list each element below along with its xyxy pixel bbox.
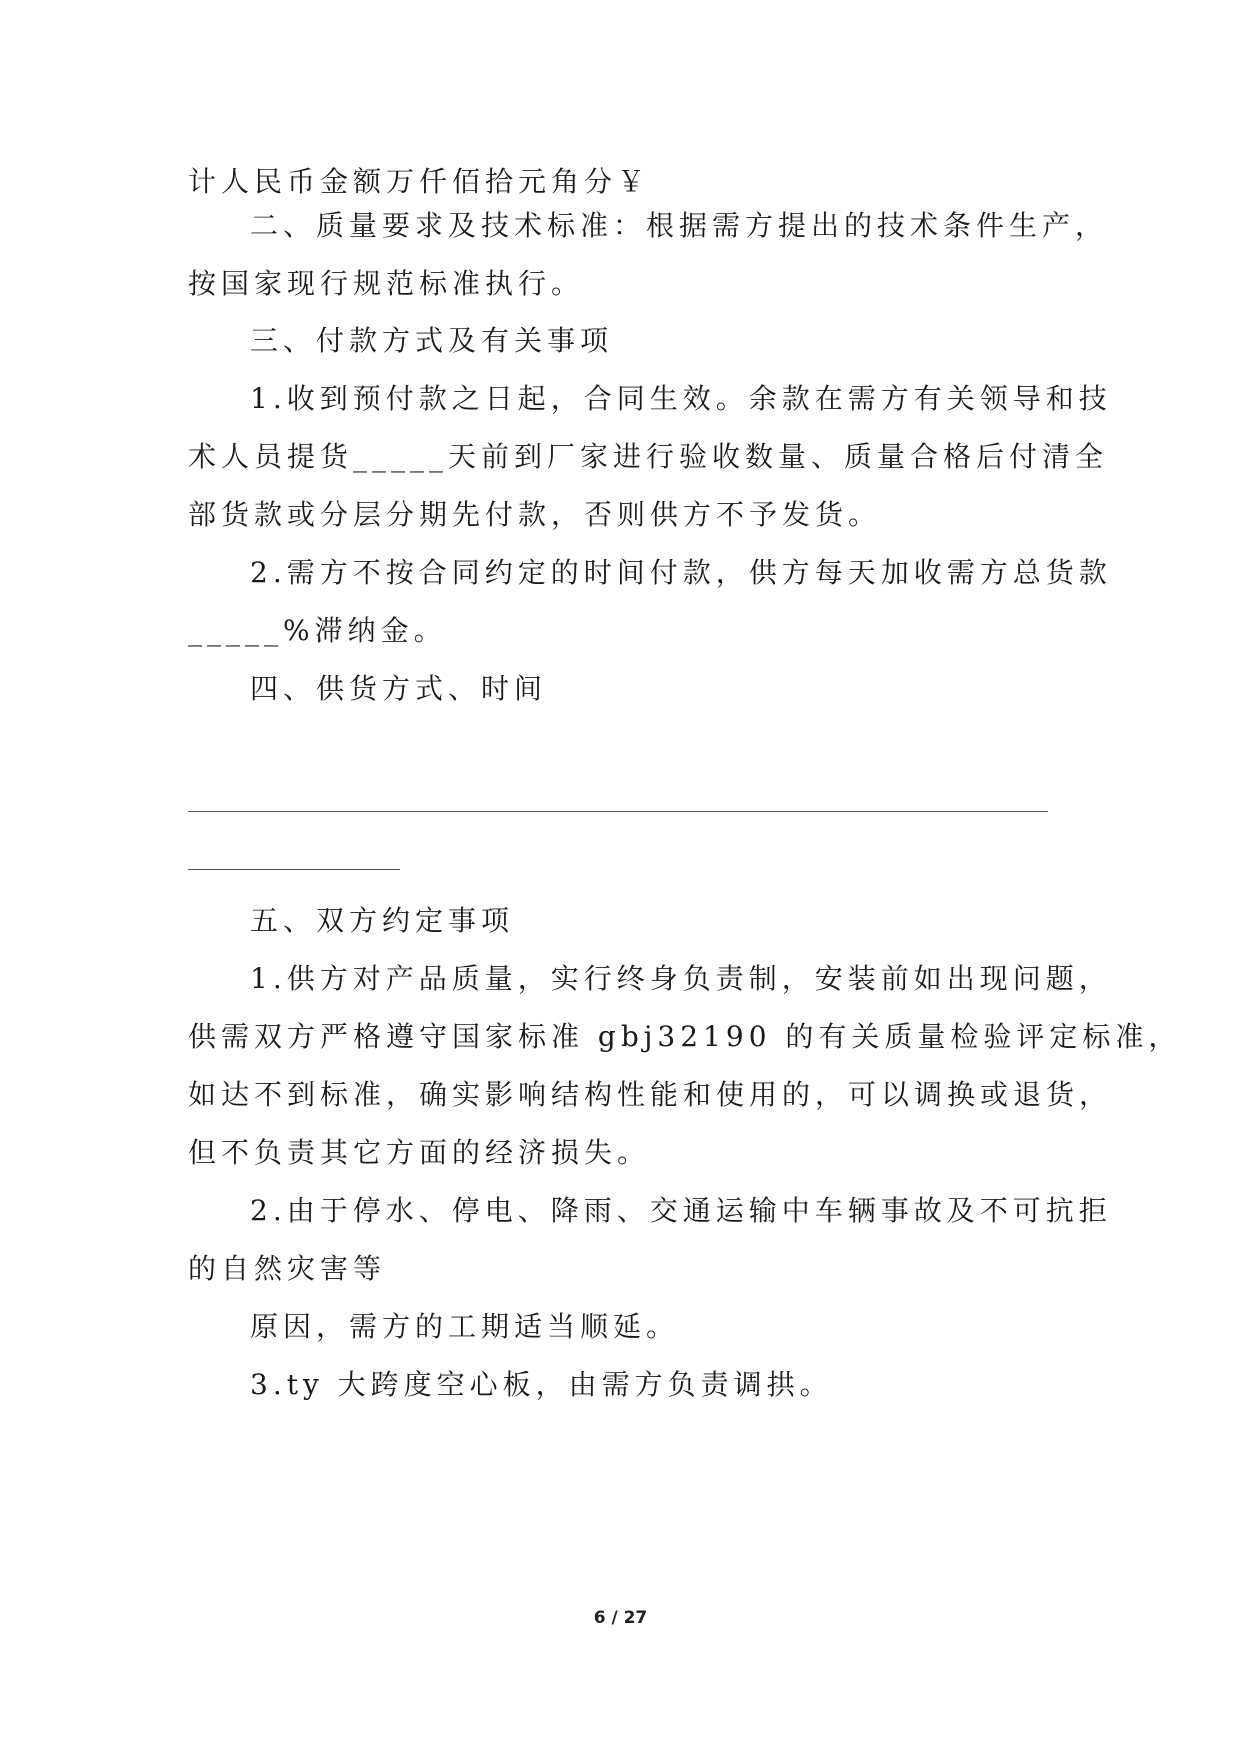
section-4-heading: 四、供货方式、时间 — [250, 672, 548, 705]
section-5-heading: 五、双方约定事项 — [250, 904, 515, 937]
text-line: 原因，需方的工期适当顺延。 — [250, 1310, 680, 1343]
text-line: _____%滞纳金。 — [188, 614, 447, 647]
text-line: 但不负责其它方面的经济损失。 — [188, 1136, 651, 1169]
clause-3-1: 1.收到预付款之日起，合同生效。余款在需方有关领导和技 — [250, 382, 1112, 415]
section-2-heading: 二、质量要求及技术标准：根据需方提出的技术条件生产， — [250, 209, 1109, 242]
blank-fill-line-long — [188, 811, 1048, 812]
text-line: 如达不到标准，确实影响结构性能和使用的，可以调换或退货， — [188, 1078, 1113, 1111]
clause-3-2: 2.需方不按合同约定的时间付款，供方每天加收需方总货款 — [250, 556, 1112, 589]
text-line: 部货款或分层分期先付款，否则供方不予发货。 — [188, 498, 882, 531]
text-line-amount: 计人民币金额万仟佰拾元角分￥ — [188, 165, 651, 198]
blank-fill-line-short — [188, 869, 400, 870]
text-line: 的自然灾害等 — [188, 1252, 387, 1285]
page-number: 6 / 27 — [593, 1608, 648, 1628]
section-3-heading: 三、付款方式及有关事项 — [250, 324, 614, 357]
text-line: 按国家现行规范标准执行。 — [188, 267, 585, 300]
text-line: 术人员提货_____天前到厂家进行验收数量、质量合格后付清全 — [188, 440, 1109, 473]
clause-5-3: 3.ty 大跨度空心板，由需方负责调拱。 — [250, 1368, 833, 1401]
text-line: 供需双方严格遵守国家标准 gbj32190 的有关质量检验评定标准， — [188, 1020, 1182, 1053]
clause-5-1: 1.供方对产品质量，实行终身负责制，安装前如出现问题， — [250, 962, 1112, 995]
clause-5-2: 2.由于停水、停电、降雨、交通运输中车辆事故及不可抗拒 — [250, 1194, 1112, 1227]
